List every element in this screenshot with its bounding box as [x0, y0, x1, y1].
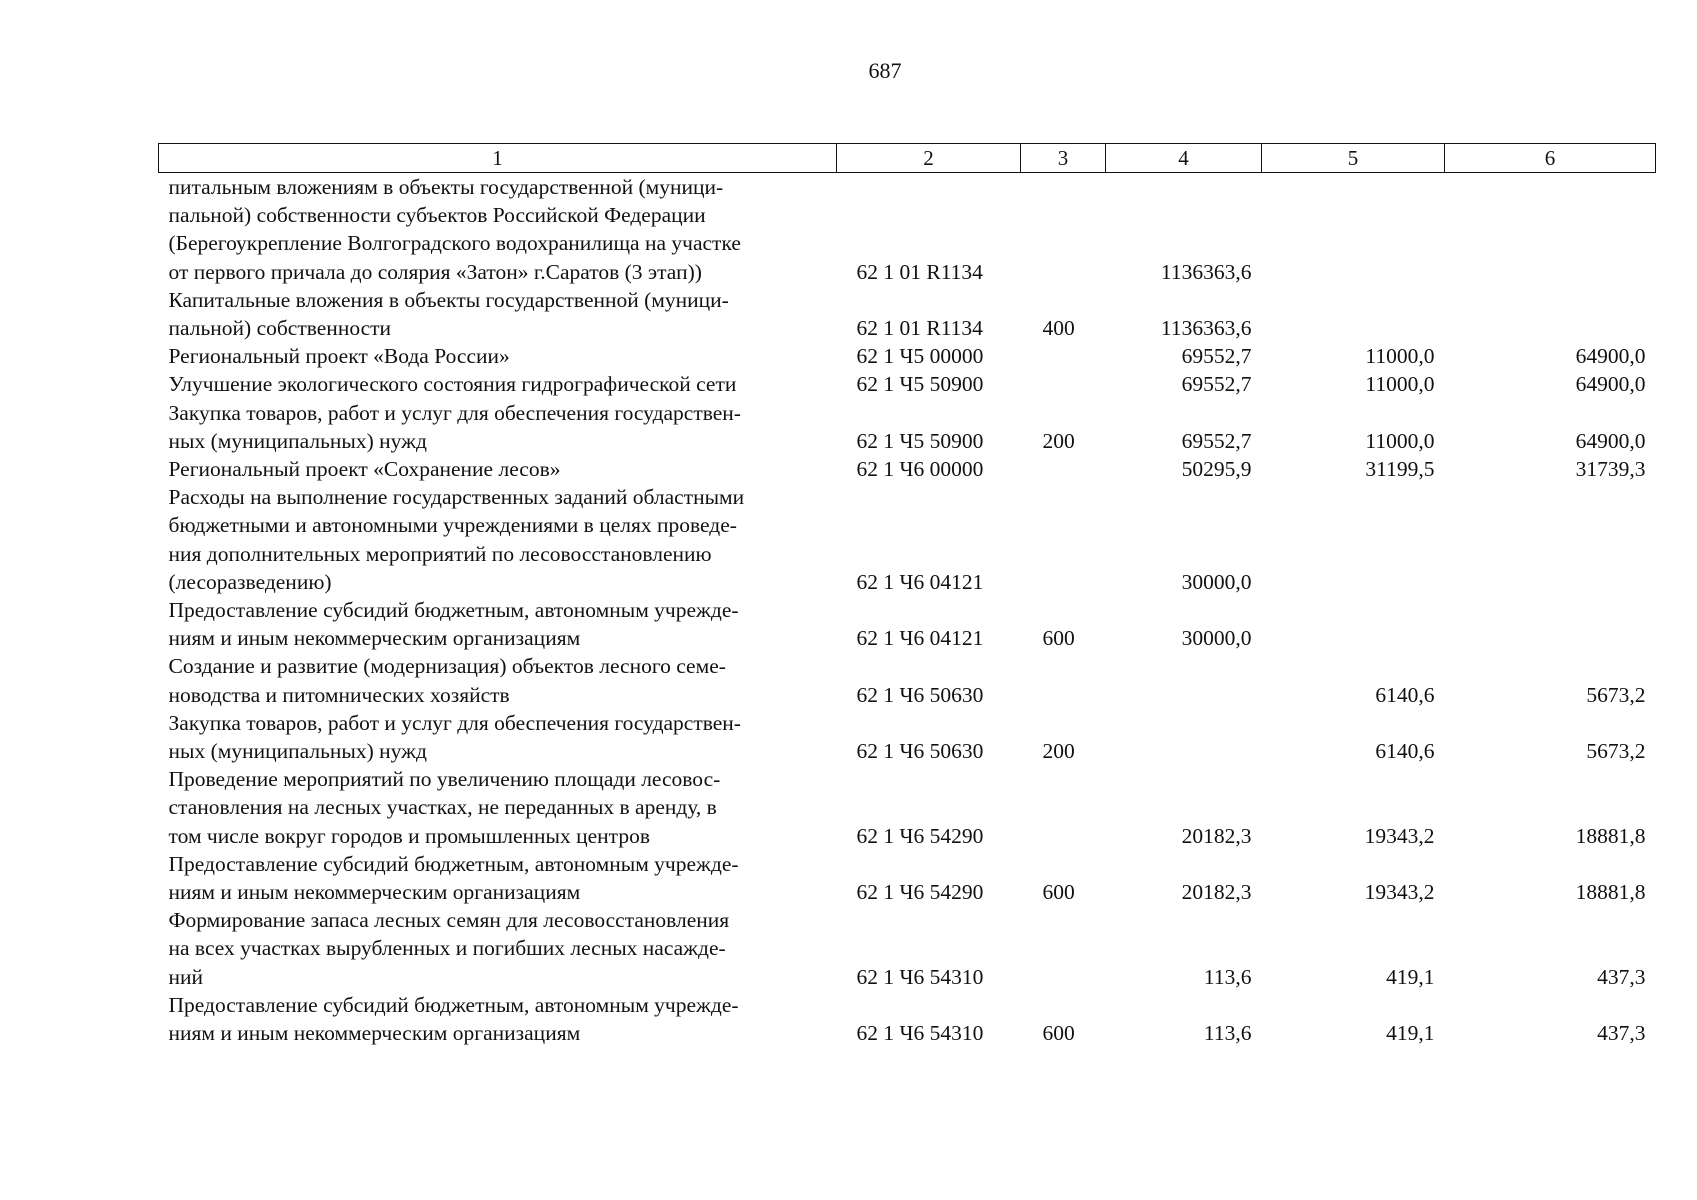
- row-type: [1021, 455, 1106, 483]
- row-code: 62 1 Ч6 00000: [856, 457, 984, 482]
- row-value-4: 113,6: [1203, 1021, 1252, 1046]
- row-value-4: [1106, 709, 1262, 765]
- row-code: 62 1 Ч6 04121: [856, 626, 984, 651]
- header-row: [159, 144, 1656, 173]
- header-col-6: 6: [1445, 144, 1656, 173]
- row-type: [1021, 173, 1106, 286]
- row-type: [1021, 906, 1106, 991]
- row-code: 62 1 Ч6 50630: [856, 682, 984, 707]
- table-row: [159, 596, 1656, 652]
- row-value-4: 20182,3: [1181, 823, 1252, 848]
- row-value-5: 11000,0: [1365, 372, 1435, 397]
- table-row: [159, 652, 1656, 708]
- row-name: Предоставление субсидий бюджетным, автономным учрежде- ниям и иным некоммерческим организациям: [168, 992, 739, 1046]
- row-value-4: 113,6: [1203, 964, 1252, 989]
- page-number: 687: [868, 58, 902, 83]
- table-row: [159, 765, 1656, 850]
- row-value-5: [1262, 286, 1445, 342]
- row-type: 200: [1042, 428, 1075, 453]
- row-value-5: 19343,2: [1364, 880, 1435, 905]
- row-value-6: 437,3: [1597, 1021, 1646, 1046]
- table-row: [159, 850, 1656, 906]
- row-value-6: [1445, 173, 1656, 286]
- budget-table: [158, 143, 1656, 1047]
- table-row: [159, 483, 1656, 596]
- row-value-6: 5673,2: [1586, 739, 1646, 764]
- row-code: 62 1 01 R1134: [856, 316, 983, 341]
- row-code: 62 1 Ч6 54310: [856, 964, 984, 989]
- row-value-5: 419,1: [1386, 1021, 1435, 1046]
- row-type: 600: [1042, 626, 1075, 651]
- row-name: Улучшение экологического состояния гидрографической сети: [168, 372, 737, 397]
- row-value-6: 31739,3: [1575, 457, 1646, 482]
- row-name: Капитальные вложения в объекты государственной (муници- пальной) собственности: [168, 287, 729, 341]
- header-col-5: 5: [1262, 144, 1445, 173]
- row-value-5: [1262, 596, 1445, 652]
- header-col-4: 4: [1106, 144, 1262, 173]
- row-value-4: 50295,9: [1181, 457, 1252, 482]
- row-value-4: 1136363,6: [1160, 259, 1252, 284]
- row-type: 400: [1042, 316, 1075, 341]
- row-value-6: 18881,8: [1575, 880, 1646, 905]
- row-type: 600: [1042, 1021, 1075, 1046]
- row-value-5: 11000,0: [1365, 428, 1435, 453]
- row-value-4: 69552,7: [1181, 344, 1252, 369]
- row-name: Формирование запаса лесных семян для лесовосстановления на всех участках вырубленных и погибших лесных насажде- ний: [168, 908, 730, 989]
- row-value-6: [1445, 483, 1656, 596]
- row-value-5: 6140,6: [1375, 682, 1435, 707]
- row-value-5: [1262, 173, 1445, 286]
- table-row: [159, 370, 1656, 398]
- row-type: [1021, 370, 1106, 398]
- row-value-5: [1262, 483, 1445, 596]
- row-value-6: 18881,8: [1575, 823, 1646, 848]
- table-row: [159, 286, 1656, 342]
- row-value-4: 20182,3: [1181, 880, 1252, 905]
- row-value-6: 64900,0: [1575, 344, 1646, 369]
- row-value-4: 30000,0: [1181, 569, 1252, 594]
- row-type: [1021, 765, 1106, 850]
- row-name: Создание и развитие (модернизация) объектов лесного семе- новодства и питомнических хозяйств: [168, 654, 726, 707]
- row-type: [1021, 342, 1106, 370]
- row-name: Предоставление субсидий бюджетным, автономным учрежде- ниям и иным некоммерческим организациям: [168, 851, 739, 905]
- row-value-4: 69552,7: [1181, 428, 1252, 453]
- row-type: 600: [1042, 880, 1075, 905]
- row-code: 62 1 01 R1134: [856, 259, 983, 284]
- header-col-3: 3: [1021, 144, 1106, 173]
- row-code: 62 1 Ч6 50630: [856, 739, 984, 764]
- row-value-5: 11000,0: [1365, 344, 1435, 369]
- header-col-1: 1: [159, 144, 837, 173]
- row-value-6: 64900,0: [1575, 372, 1646, 397]
- row-type: [1021, 483, 1106, 596]
- header-col-2: 2: [837, 144, 1021, 173]
- row-type: 200: [1042, 739, 1075, 764]
- table-row: [159, 342, 1656, 370]
- row-value-5: 6140,6: [1375, 739, 1435, 764]
- table-header: [159, 144, 1656, 173]
- row-name: питальным вложениям в объекты государственной (муници- пальной) собственности субъектов Российской Федерации (Берегоукрепление Волгоградского водохранилища на участке от первого причала до солярия «Затон» г.Саратов (3 этап)): [168, 175, 741, 284]
- table-row: [159, 906, 1656, 991]
- row-name: Предоставление субсидий бюджетным, автономным учрежде- ниям и иным некоммерческим организациям: [168, 598, 739, 651]
- table-row: [159, 173, 1656, 286]
- row-value-6: 5673,2: [1586, 682, 1646, 707]
- row-code: 62 1 Ч5 50900: [856, 428, 984, 453]
- row-value-5: 19343,2: [1364, 823, 1435, 848]
- table-row: [159, 455, 1656, 483]
- row-value-4: 1136363,6: [1160, 316, 1252, 341]
- row-value-5: 31199,5: [1365, 457, 1435, 482]
- row-name: Закупка товаров, работ и услуг для обеспечения государствен- ных (муниципальных) нужд: [168, 400, 741, 453]
- row-name: Региональный проект «Сохранение лесов»: [168, 457, 561, 482]
- row-value-6: 437,3: [1597, 964, 1646, 989]
- row-name: Региональный проект «Вода России»: [168, 344, 510, 369]
- row-value-6: 64900,0: [1575, 428, 1646, 453]
- row-value-4: [1106, 652, 1262, 708]
- row-code: 62 1 Ч6 54310: [856, 1021, 984, 1046]
- row-value-4: 30000,0: [1181, 626, 1252, 651]
- row-name: Проведение мероприятий по увеличению площади лесовос- становления на лесных участках, не переданных в аренду, в том числе вокруг городов и промышленных центров: [168, 767, 721, 848]
- row-code: 62 1 Ч5 00000: [856, 344, 984, 369]
- table-row: [159, 709, 1656, 765]
- row-name: Закупка товаров, работ и услуг для обеспечения государствен- ных (муниципальных) нужд: [168, 710, 741, 764]
- row-code: 62 1 Ч5 50900: [856, 372, 984, 397]
- row-code: 62 1 Ч6 54290: [856, 880, 984, 905]
- row-value-6: [1445, 286, 1656, 342]
- table-row: [159, 991, 1656, 1047]
- row-value-4: 69552,7: [1181, 372, 1252, 397]
- row-type: [1021, 652, 1106, 708]
- table-row: [159, 399, 1656, 455]
- row-code: 62 1 Ч6 04121: [856, 569, 984, 594]
- row-name: Расходы на выполнение государственных заданий областными бюджетными и автономными учреждениями в целях проведе- ния дополнительных мероприятий по лесовосстановлению (лесоразведению): [168, 485, 745, 594]
- row-value-6: [1445, 596, 1656, 652]
- row-value-5: 419,1: [1386, 964, 1435, 989]
- row-code: 62 1 Ч6 54290: [856, 823, 984, 848]
- table-body: [159, 173, 1656, 1048]
